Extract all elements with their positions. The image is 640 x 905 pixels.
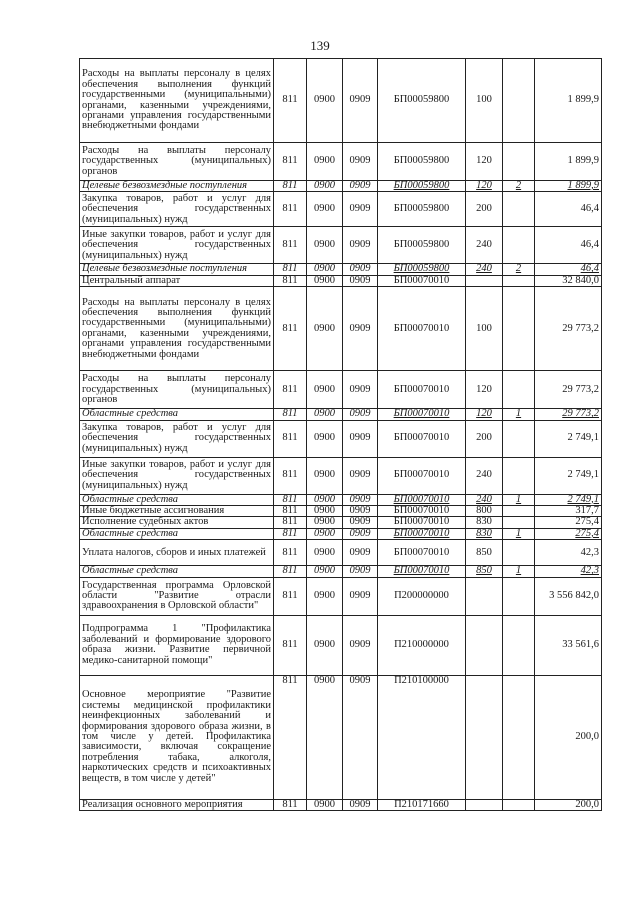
table-row [80,566,602,577]
funding-source-cell [503,143,535,181]
admin-code-cell: 811 [274,192,307,227]
table-row [80,517,602,528]
target-article-cell: БП00070010 [378,420,466,457]
name-cell: Государственная программа Орловской области "Развитие отрасли здравоохранения в Орловской области" [80,577,274,615]
funding-source-cell [503,227,535,264]
name-cell: Областные средства [80,494,274,505]
name-cell: Областные средства [80,409,274,420]
section-code-cell: 0900 [307,494,343,505]
subsection-code-cell: 0909 [343,528,378,539]
funding-source-cell [503,287,535,371]
amount-cell: 46,4 [535,227,602,264]
expense-type-cell [466,799,503,810]
funding-source-cell [503,420,535,457]
table-row [80,528,602,539]
expense-type-cell: 800 [466,506,503,517]
name-cell: Иные закупки товаров, работ и услуг для обеспечения государственных (муниципальных) нужд [80,227,274,264]
budget-table [79,58,602,811]
target-article-cell: БП00070010 [378,275,466,286]
admin-code-cell: 811 [274,540,307,566]
expense-type-cell: 120 [466,371,503,409]
admin-code-cell: 811 [274,494,307,505]
amount-cell: 2 749,1 [535,494,602,505]
section-code-cell: 0900 [307,192,343,227]
subsection-code-cell: 0909 [343,181,378,192]
name-cell: Закупка товаров, работ и услуг для обеспечения государственных (муниципальных) нужд [80,192,274,227]
section-code-cell: 0900 [307,275,343,286]
name-cell: Областные средства [80,566,274,577]
admin-code-cell: 811 [274,566,307,577]
amount-cell: 32 840,0 [535,275,602,286]
table-row [80,227,602,264]
subsection-code-cell: 0909 [343,275,378,286]
subsection-code-cell: 0909 [343,615,378,675]
expense-type-cell: 120 [466,143,503,181]
admin-code-cell: 811 [274,287,307,371]
section-code-cell: 0900 [307,675,343,799]
funding-source-cell [503,371,535,409]
section-code-cell: 0900 [307,799,343,810]
admin-code-cell: 811 [274,275,307,286]
funding-source-cell: 1 [503,494,535,505]
admin-code-cell: 811 [274,675,307,799]
section-code-cell: 0900 [307,528,343,539]
admin-code-cell: 811 [274,457,307,494]
section-code-cell: 0900 [307,615,343,675]
funding-source-cell: 1 [503,566,535,577]
target-article-cell: БП00059800 [378,143,466,181]
subsection-code-cell: 0909 [343,577,378,615]
funding-source-cell [503,517,535,528]
admin-code-cell: 811 [274,517,307,528]
amount-cell: 42,3 [535,540,602,566]
admin-code-cell: 811 [274,59,307,143]
target-article-cell: П200000000 [378,577,466,615]
target-article-cell: БП00070010 [378,528,466,539]
target-article-cell: БП00070010 [378,409,466,420]
expense-type-cell: 850 [466,540,503,566]
amount-cell: 1 899,9 [535,181,602,192]
expense-type-cell: 830 [466,528,503,539]
target-article-cell: БП00059800 [378,181,466,192]
table-row [80,420,602,457]
subsection-code-cell: 0909 [343,192,378,227]
subsection-code-cell: 0909 [343,287,378,371]
expense-type-cell: 850 [466,566,503,577]
amount-cell: 275,4 [535,528,602,539]
table-row [80,143,602,181]
name-cell: Исполнение судебных актов [80,517,274,528]
subsection-code-cell: 0909 [343,264,378,275]
amount-cell: 46,4 [535,192,602,227]
table-row [80,287,602,371]
amount-cell: 29 773,2 [535,409,602,420]
section-code-cell: 0900 [307,409,343,420]
table-row [80,675,602,799]
amount-cell: 2 749,1 [535,457,602,494]
name-cell: Расходы на выплаты персоналу в целях обеспечения выполнения функций государственными (муниципальными) органами, казенными учреждениями, органами управления государственными внебюджетными фондами [80,287,274,371]
name-cell: Расходы на выплаты персоналу в целях обеспечения выполнения функций государственными (муниципальными) органами, казенными учреждениями, органами управления государственными внебюджетными фондами [80,59,274,143]
subsection-code-cell: 0909 [343,675,378,799]
funding-source-cell [503,577,535,615]
target-article-cell: БП00059800 [378,227,466,264]
target-article-cell: П210100000 [378,675,466,799]
subsection-code-cell: 0909 [343,506,378,517]
target-article-cell: П210000000 [378,615,466,675]
section-code-cell: 0900 [307,143,343,181]
section-code-cell: 0900 [307,506,343,517]
funding-source-cell [503,59,535,143]
expense-type-cell: 120 [466,409,503,420]
expense-type-cell [466,615,503,675]
target-article-cell: БП00059800 [378,192,466,227]
expense-type-cell: 100 [466,59,503,143]
name-cell: Уплата налогов, сборов и иных платежей [80,540,274,566]
admin-code-cell: 811 [274,420,307,457]
budget-table-body [80,59,602,811]
table-row [80,181,602,192]
amount-cell: 29 773,2 [535,287,602,371]
amount-cell: 46,4 [535,264,602,275]
section-code-cell: 0900 [307,566,343,577]
subsection-code-cell: 0909 [343,227,378,264]
amount-cell: 1 899,9 [535,143,602,181]
table-row [80,577,602,615]
section-code-cell: 0900 [307,181,343,192]
section-code-cell: 0900 [307,227,343,264]
section-code-cell: 0900 [307,264,343,275]
subsection-code-cell: 0909 [343,566,378,577]
admin-code-cell: 811 [274,615,307,675]
target-article-cell: БП00070010 [378,566,466,577]
expense-type-cell: 120 [466,181,503,192]
subsection-code-cell: 0909 [343,143,378,181]
funding-source-cell: 2 [503,181,535,192]
name-cell: Иные бюджетные ассигнования [80,506,274,517]
name-cell: Расходы на выплаты персоналу государственных (муниципальных) органов [80,371,274,409]
target-article-cell: БП00070010 [378,517,466,528]
target-article-cell: БП00070010 [378,287,466,371]
admin-code-cell: 811 [274,181,307,192]
amount-cell: 33 561,6 [535,615,602,675]
name-cell: Целевые безвозмездные поступления [80,264,274,275]
funding-source-cell: 2 [503,264,535,275]
amount-cell: 200,0 [535,675,602,799]
section-code-cell: 0900 [307,59,343,143]
table-row [80,615,602,675]
table-row [80,275,602,286]
name-cell: Основное мероприятие "Развитие системы медицинской профилактики неинфекционных заболеваний и формирования здорового образа жизни, в том числе у детей. Профилактика зависимости, включая сокращение потребления табака, алкоголя, наркотических средств и психоактивных веществ, в том числе у детей" [80,675,274,799]
subsection-code-cell: 0909 [343,59,378,143]
target-article-cell: БП00059800 [378,59,466,143]
amount-cell: 3 556 842,0 [535,577,602,615]
funding-source-cell [503,799,535,810]
subsection-code-cell: 0909 [343,409,378,420]
funding-source-cell [503,275,535,286]
name-cell: Иные закупки товаров, работ и услуг для обеспечения государственных (муниципальных) нужд [80,457,274,494]
funding-source-cell [503,675,535,799]
name-cell: Реализация основного мероприятия [80,799,274,810]
expense-type-cell: 240 [466,227,503,264]
funding-source-cell: 1 [503,409,535,420]
funding-source-cell: 1 [503,528,535,539]
amount-cell: 200,0 [535,799,602,810]
expense-type-cell [466,675,503,799]
table-row [80,264,602,275]
admin-code-cell: 811 [274,577,307,615]
subsection-code-cell: 0909 [343,540,378,566]
target-article-cell: П210171660 [378,799,466,810]
table-row [80,494,602,505]
expense-type-cell: 100 [466,287,503,371]
section-code-cell: 0900 [307,420,343,457]
admin-code-cell: 811 [274,409,307,420]
target-article-cell: БП00059800 [378,264,466,275]
target-article-cell: БП00070010 [378,494,466,505]
amount-cell: 42,3 [535,566,602,577]
subsection-code-cell: 0909 [343,517,378,528]
table-row [80,192,602,227]
table-row [80,506,602,517]
name-cell: Закупка товаров, работ и услуг для обеспечения государственных (муниципальных) нужд [80,420,274,457]
amount-cell: 1 899,9 [535,59,602,143]
section-code-cell: 0900 [307,517,343,528]
admin-code-cell: 811 [274,371,307,409]
subsection-code-cell: 0909 [343,494,378,505]
admin-code-cell: 811 [274,227,307,264]
admin-code-cell: 811 [274,264,307,275]
section-code-cell: 0900 [307,540,343,566]
page-number: 139 [310,38,330,53]
section-code-cell: 0900 [307,457,343,494]
funding-source-cell [503,540,535,566]
expense-type-cell: 200 [466,192,503,227]
expense-type-cell [466,577,503,615]
subsection-code-cell: 0909 [343,457,378,494]
target-article-cell: БП00070010 [378,540,466,566]
name-cell: Подпрограмма 1 "Профилактика заболеваний и формирование здорового образа жизни. Развитие первичной медико-санитарной помощи" [80,615,274,675]
table-row [80,799,602,810]
name-cell: Центральный аппарат [80,275,274,286]
amount-cell: 275,4 [535,517,602,528]
table-row [80,371,602,409]
table-row [80,540,602,566]
section-code-cell: 0900 [307,577,343,615]
name-cell: Областные средства [80,528,274,539]
table-row [80,457,602,494]
subsection-code-cell: 0909 [343,799,378,810]
expense-type-cell: 240 [466,264,503,275]
expense-type-cell: 240 [466,494,503,505]
amount-cell: 29 773,2 [535,371,602,409]
admin-code-cell: 811 [274,528,307,539]
admin-code-cell: 811 [274,506,307,517]
section-code-cell: 0900 [307,371,343,409]
target-article-cell: БП00070010 [378,371,466,409]
subsection-code-cell: 0909 [343,420,378,457]
subsection-code-cell: 0909 [343,371,378,409]
amount-cell: 2 749,1 [535,420,602,457]
name-cell: Целевые безвозмездные поступления [80,181,274,192]
funding-source-cell [503,457,535,494]
expense-type-cell [466,275,503,286]
table-row [80,59,602,143]
table-row [80,409,602,420]
section-code-cell: 0900 [307,287,343,371]
expense-type-cell: 240 [466,457,503,494]
funding-source-cell [503,506,535,517]
expense-type-cell: 200 [466,420,503,457]
admin-code-cell: 811 [274,143,307,181]
amount-cell: 317,7 [535,506,602,517]
target-article-cell: БП00070010 [378,457,466,494]
target-article-cell: БП00070010 [378,506,466,517]
admin-code-cell: 811 [274,799,307,810]
funding-source-cell [503,615,535,675]
funding-source-cell [503,192,535,227]
expense-type-cell: 830 [466,517,503,528]
name-cell: Расходы на выплаты персоналу государственных (муниципальных) органов [80,143,274,181]
